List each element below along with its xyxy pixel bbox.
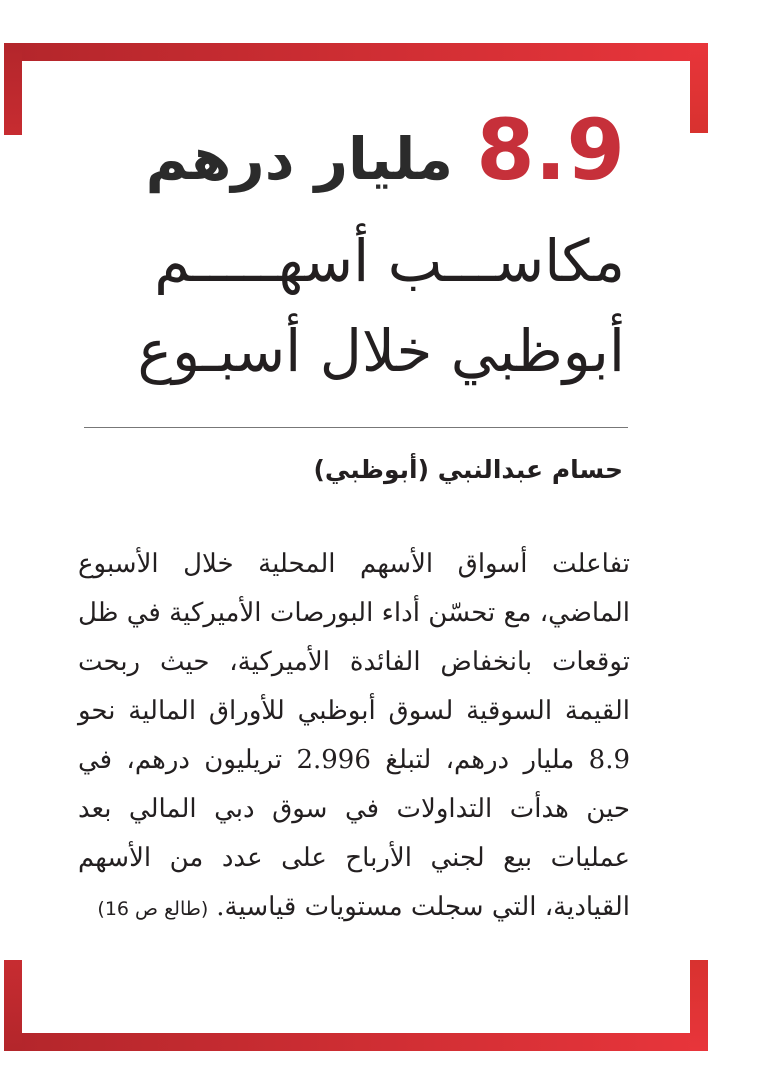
headline-divider <box>84 427 628 428</box>
article-text: تفاعلت أسواق الأسهم المحلية خلال الأسبوع الماضي، مع تحسّن أداء البورصات الأميركية في ظل توقعات بانخفاض الفائدة الأميركية، حيث ربحت القيمة السوقية لسوق أبوظبي للأوراق المالية نحو 8.9 مليار درهم، لتبلغ 2.996 تريليون درهم، في حين هدأت التداولات في سوق دبي المالي بعد عمليات بيع لجني الأرباح على عدد من الأسهم القيادية، التي سجلت مستويات قياسية. <box>78 549 631 922</box>
headline <box>65 101 625 199</box>
frame-bottom-bar <box>4 1033 708 1051</box>
headline-amount: 8.9 <box>476 101 625 199</box>
frame-top-right-corner <box>690 43 708 133</box>
frame-top-left-corner <box>4 43 22 135</box>
headline-unit: مليار درهم <box>145 125 454 193</box>
headline-line-3: أبوظبي خلال أسبـوع <box>137 317 625 385</box>
frame-bottom-left-corner <box>4 960 22 1051</box>
page-reference[interactable]: (طالع ص 16) <box>97 898 209 920</box>
frame-top-bar <box>4 43 708 61</box>
article-body <box>78 540 630 934</box>
frame-bottom-right-corner <box>690 960 708 1051</box>
headline-line-2: مكاســـب أسهـــــم <box>154 227 625 295</box>
author-byline: حسام عبدالنبي (أبوظبي) <box>313 455 623 484</box>
